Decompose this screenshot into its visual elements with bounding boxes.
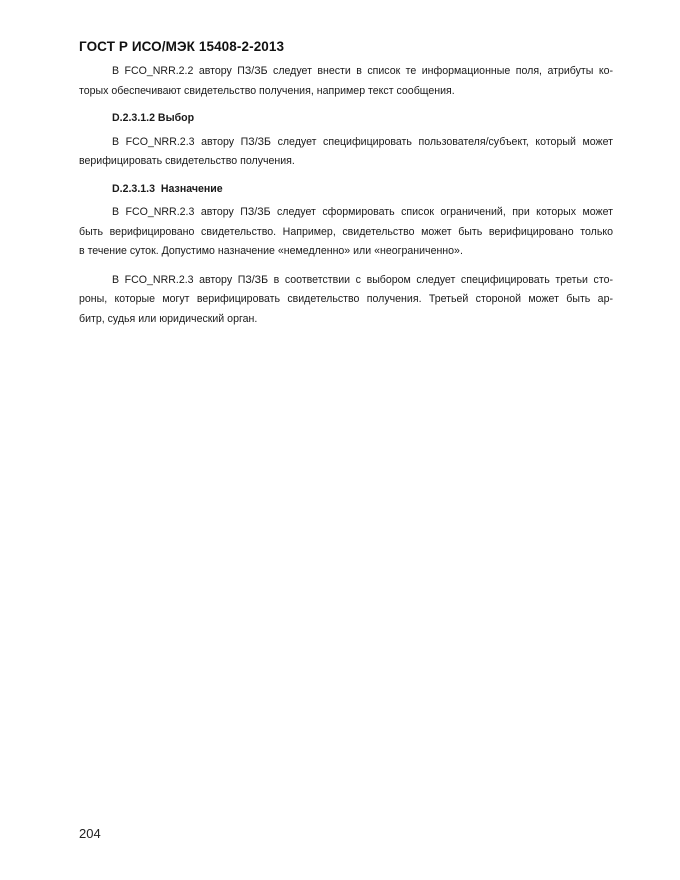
paragraph-line: В FCO_NRR.2.3 автору ПЗ/ЗБ следует сформировать список ограничений, при которых может [112, 206, 613, 218]
paragraph-line: торых обеспечивают свидетельство получения, например текст сообщения. [79, 84, 455, 97]
paragraph-line: В FCO_NRR.2.2 автору ПЗ/ЗБ следует внести в список те информационные поля, атрибуты ко- [112, 65, 613, 77]
document-header: ГОСТ Р ИСО/МЭК 15408-2-2013 [79, 39, 285, 54]
paragraph-line: битр, судья или юридический орган. [79, 312, 258, 325]
paragraph-third-parties [79, 271, 613, 330]
paragraph-selection [79, 133, 613, 172]
paragraph-fields [79, 62, 613, 101]
paragraph-line: быть верифицировано свидетельство. Например, свидетельство может быть верифицировано только [79, 225, 613, 238]
paragraph-limits [79, 203, 613, 262]
section-heading-assignment: D.2.3.1.3 Назначение [112, 182, 223, 195]
section-heading-selection: D.2.3.1.2 Выбор [112, 112, 195, 124]
paragraph-line: верифицировать свидетельство получения. [79, 155, 295, 167]
paragraph-line: В FCO_NRR.2.3 автору ПЗ/ЗБ следует специфицировать пользователя/субъект, который может [112, 135, 613, 148]
document-body [79, 62, 613, 329]
paragraph-line: роны, которые могут верифицировать свидетельство получения. Третьей стороной может быть ар- [79, 293, 613, 305]
page-number: 204 [79, 826, 101, 841]
paragraph-line: в течение суток. Допустимо назначение «немедленно» или «неограниченно». [79, 245, 463, 257]
paragraph-line: В FCO_NRR.2.3 автору ПЗ/ЗБ в соответствии с выбором следует специфицировать третьи сто- [112, 273, 613, 286]
